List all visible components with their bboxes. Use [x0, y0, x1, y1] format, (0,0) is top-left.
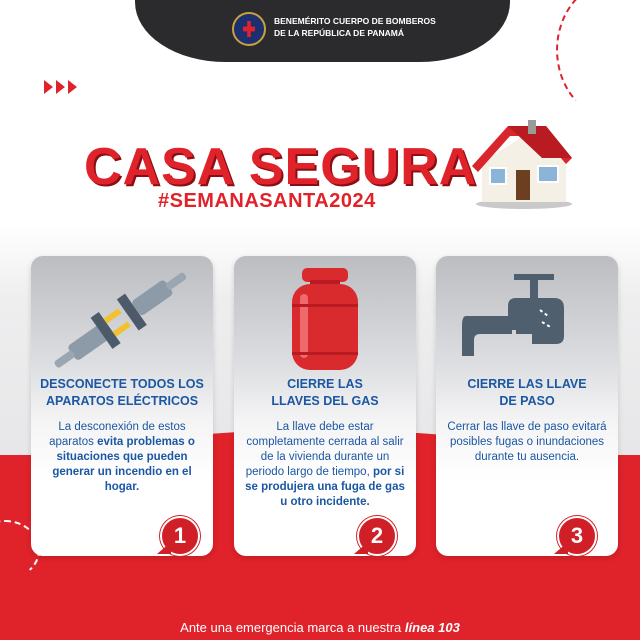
emergency-footer	[0, 620, 640, 635]
card-body	[446, 420, 608, 465]
organization-name	[274, 15, 494, 39]
card-heading	[35, 376, 209, 410]
card-heading-line-2: APARATOS ELÉCTRICOS	[45, 394, 199, 408]
plug-disconnect-icon	[31, 264, 213, 374]
card-heading	[440, 376, 614, 410]
house-icon	[468, 118, 576, 210]
tip-card-2	[234, 256, 416, 556]
card-body-text: La llave debe estar completamente cerrada al salir de la vivienda durante un periodo largo de tiempo,	[245, 421, 404, 478]
card-body-text: Cerrar las llave de paso evitará posibles fugas o inundaciones durante tu ausencia.	[447, 421, 607, 463]
card-heading-line-1: CIERRE LAS LLAVE	[467, 377, 587, 391]
water-faucet-icon	[436, 264, 618, 374]
card-body	[41, 420, 203, 495]
footer-text: Ante una emergencia marca a nuestra	[180, 620, 405, 635]
step-number-badge: 3	[557, 516, 597, 556]
triple-arrow-icon	[44, 80, 77, 96]
step-number-badge: 2	[357, 516, 397, 556]
card-heading	[238, 376, 412, 410]
card-body-emphasis: evita problemas o situaciones que pueden generar un incendio en el hogar.	[52, 436, 195, 493]
card-body-text: La desconexión de estos aparatos	[49, 421, 186, 448]
decorative-dashed-arc	[556, 0, 640, 120]
step-number-badge: 1	[160, 516, 200, 556]
tip-card-1	[31, 256, 213, 556]
card-heading-line-1: DESCONECTE TODOS LOS	[40, 377, 204, 391]
card-heading-line-1: CIERRE LAS	[287, 377, 363, 391]
card-heading-line-2: LLAVES DEL GAS	[271, 394, 379, 408]
org-line-1: BENEMÉRITO CUERPO DE BOMBEROS	[274, 16, 436, 26]
gas-cylinder-icon	[234, 264, 416, 374]
firefighters-logo-icon	[232, 12, 266, 46]
footer-hotline: línea 103	[404, 620, 460, 635]
card-heading-line-2: DE PASO	[499, 394, 555, 408]
card-body	[244, 420, 406, 510]
page-title: CASA SEGURA	[84, 138, 478, 196]
hashtag: #SEMANASANTA2024	[158, 190, 376, 212]
card-body-emphasis: por si se produjera una fuga de gas u otro incidente.	[245, 466, 405, 508]
tip-card-3	[436, 256, 618, 556]
org-line-2: DE LA REPÚBLICA DE PANAMÁ	[274, 28, 405, 38]
